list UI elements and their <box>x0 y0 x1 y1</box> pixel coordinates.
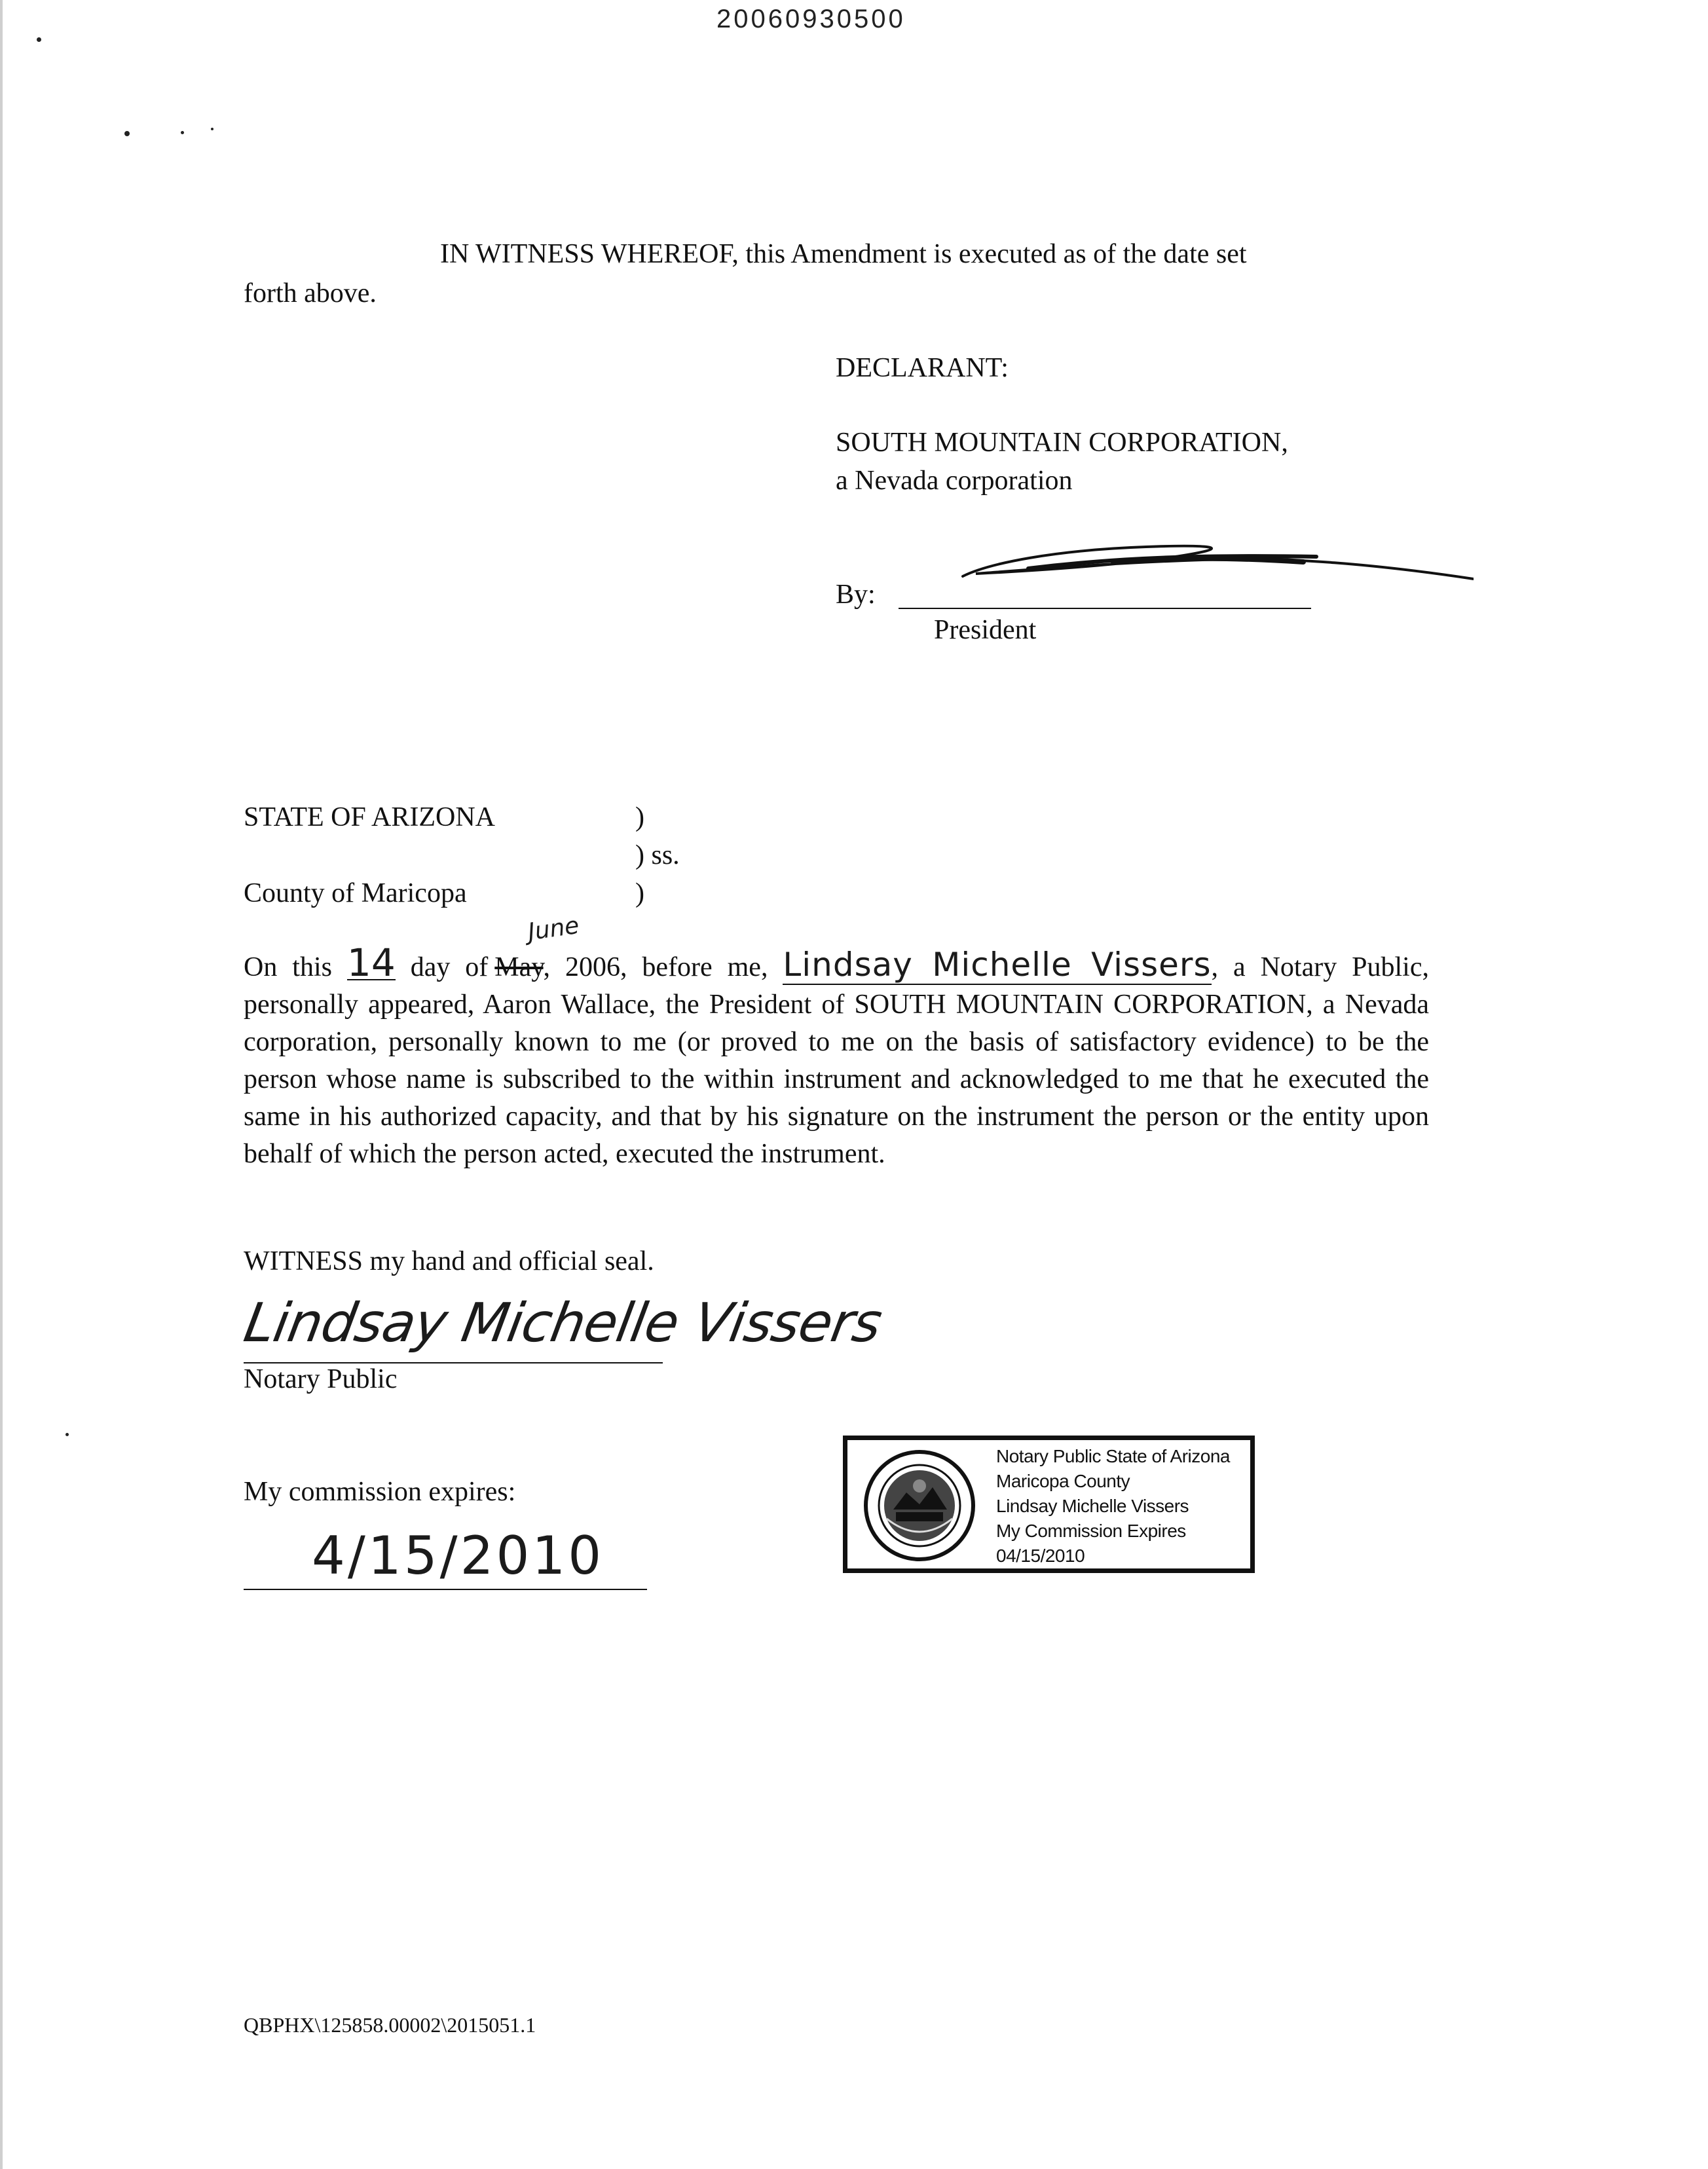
scan-speck <box>124 131 130 136</box>
stamp-text <box>996 1444 1230 1568</box>
acknowledgment-paragraph <box>244 940 1429 1173</box>
handwritten-month: June <box>526 912 581 946</box>
declarant-company-type: a Nevada corporation <box>836 466 1073 496</box>
declarant-company: SOUTH MOUNTAIN CORPORATION, <box>836 428 1288 458</box>
struck-month: May <box>494 952 544 982</box>
state-seal-icon <box>861 1447 978 1565</box>
venue-ss: ) ss. <box>635 840 680 870</box>
notary-signature: Lindsay Michelle Vissers <box>239 1292 886 1354</box>
commission-label: My commission expires: <box>244 1477 516 1507</box>
scan-speck <box>211 128 214 130</box>
president-title: President <box>934 615 1037 645</box>
county-label: County of Maricopa <box>244 878 467 908</box>
ack-body: , a Notary Public, personally appeared, Aaron Wallace, the President of SOUTH MOUNTAIN CORPORATION, a Nevada corporation, personally known to me (or proved to me on the basis of satisfactory evidence) to be the person whose name is subscribed to the within instrument and acknowledged to me that he executed the same in his authorized capacity, and that by his signature on the instrument the person or the entity upon behalf of which the person acted, executed the instrument. <box>244 952 1429 1169</box>
notary-public-label: Notary Public <box>244 1364 398 1394</box>
seal-line: WITNESS my hand and official seal. <box>244 1246 654 1276</box>
witness-clause-line2: forth above. <box>244 278 377 308</box>
by-label: By: <box>836 580 876 610</box>
venue-paren-3: ) <box>635 878 644 908</box>
handwritten-day: 14 <box>346 940 396 985</box>
state-label: STATE OF ARIZONA <box>244 802 495 832</box>
commission-date-handwritten: 4/15/2010 <box>312 1525 604 1586</box>
notary-stamp <box>843 1436 1255 1573</box>
scan-edge <box>0 0 3 2169</box>
stamp-line-5: 04/15/2010 <box>996 1546 1085 1566</box>
ack-year: , 2006, before me, <box>543 952 768 982</box>
stamp-line-1: Notary Public State of Arizona <box>996 1446 1230 1466</box>
stamp-line-2: Maricopa County <box>996 1471 1130 1491</box>
document-number: 20060930500 <box>716 5 906 33</box>
signature-line <box>899 608 1311 609</box>
handwritten-notary-name: Lindsay Michelle Vissers <box>783 946 1212 984</box>
scan-speck <box>181 131 184 134</box>
scan-speck <box>65 1433 69 1436</box>
stamp-line-3: Lindsay Michelle Vissers <box>996 1496 1189 1516</box>
commission-date-line <box>244 1589 647 1590</box>
stamp-line-4: My Commission Expires <box>996 1521 1186 1541</box>
venue-paren-1: ) <box>635 802 644 832</box>
ack-day-of: day of <box>410 952 489 982</box>
ack-on-this: On this <box>244 952 332 982</box>
president-signature <box>950 530 1474 596</box>
declarant-heading: DECLARANT: <box>836 353 1009 383</box>
scan-speck <box>37 37 41 42</box>
footer-doc-ref: QBPHX\125858.00002\2015051.1 <box>244 2013 536 2037</box>
witness-clause-line1: IN WITNESS WHEREOF, this Amendment is executed as of the date set <box>440 239 1247 269</box>
